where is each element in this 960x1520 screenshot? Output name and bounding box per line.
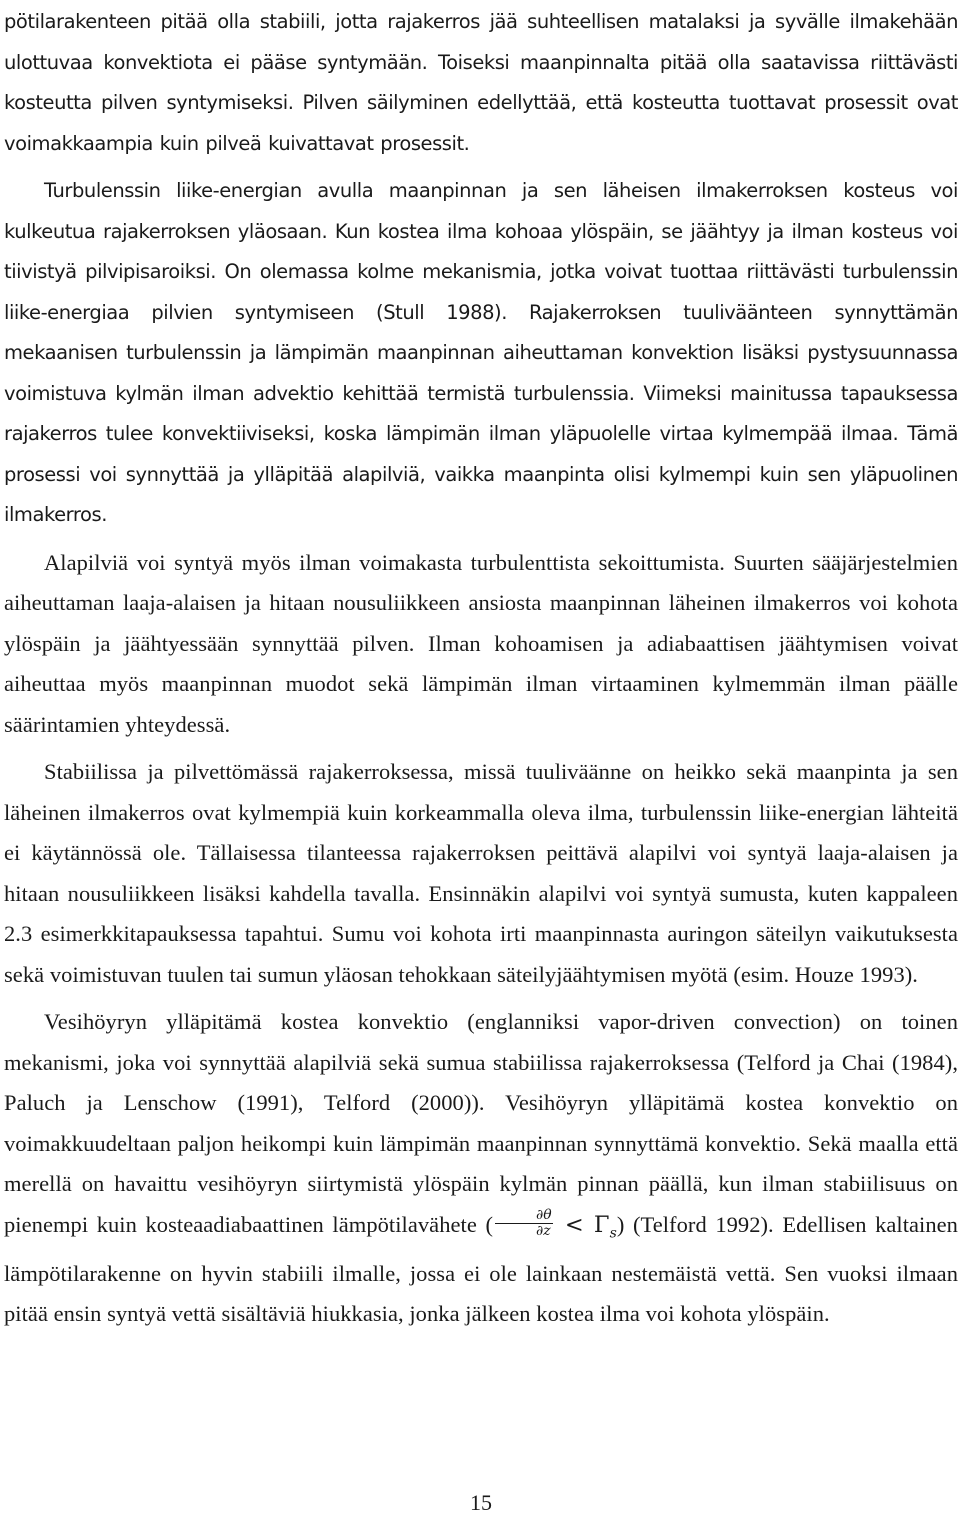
lapse-rate-inequality bbox=[493, 1207, 617, 1241]
fraction-numerator: ∂θ bbox=[495, 1208, 553, 1224]
gamma-subscript: s bbox=[609, 1225, 617, 1241]
document-page bbox=[4, 0, 958, 1520]
potential-temperature-gradient-fraction bbox=[495, 1208, 553, 1239]
paragraph-5 bbox=[4, 1002, 958, 1335]
paragraph-2: Turbulenssin liike-energian avulla maanpinnan ja sen läheisen ilmakerroksen kosteus voi kulkeutua rajakerroksen yläosaan. Kun kostea ilma kohoaa ylöspäin, se jäähtyy ja ilman kosteus voi tiivistyä pilvipisaroiksi. On olemassa kolme mekanismia, jotka voivat tuottaa riittävästi turbulenssin liike-energiaa pilvien syntymiseen (Stull 1988). Rajakerroksen tuuliväänteen synnyttämän mekaanisen turbulenssin ja lämpimän maanpinnan aiheuttaman konvektion lisäksi pystysuunnassa voimistuva kylmän ilman advektio kehittää termistä turbulenssia. Viimeksi mainitussa tapauksessa rajakerros tulee konvektiiviseksi, koska lämpimän ilman yläpuolelle virtaa kylmempää ilmaa. Tämä prosessi voi synnyttää ja ylläpitää alapilviä, vaikka maanpinta olisi kylmempi kuin sen yläpuolinen ilmakerros. bbox=[4, 179, 958, 526]
paragraph-5-text-before-formula: Vesihöyryn ylläpitämä kostea konvektio (englanniksi vapor-driven convection) on toinen mekanismi, joka voi synnyttää alapilviä sekä sumua stabiilissa rajakerroksessa (Telford ja Chai (1984), Paluch ja Lenschow (1991), Telford (2000)). Vesihöyryn ylläpitämä kostea konvektio on voimakkuudeltaan paljon heikompi kuin lämpimän maanpinnan synnyttämä konvektio. Sekä maalla että merellä on havaittu vesihöyryn siirtymistä ylöspäin kylmän pinnan päällä, kun ilman stabiilisuus on pienempi kuin kosteaadiabaattinen lämpötilavähete ( bbox=[4, 1009, 958, 1237]
gamma-symbol: Γ bbox=[593, 1211, 610, 1238]
page-number: 15 bbox=[470, 1490, 492, 1515]
less-than-operator: < bbox=[554, 1211, 594, 1238]
paragraph-1: pötilarakenteen pitää olla stabiili, jotta rajakerros jää suhteellisen matalaksi ja syvälle ilmakehään ulottuvaa konvektiota ei pääse syntymään. Toiseksi maanpinnalta pitää olla saatavissa riittävästi kosteutta pilven syntymiseksi. Pilven säilyminen edellyttää, että kosteutta tuottavat prosessit ovat voimakkaampia kuin pilveä kuivattavat prosessit. bbox=[4, 10, 958, 155]
paragraph-4: Stabiilissa ja pilvettömässä rajakerroksessa, missä tuuliväänne on heikko sekä maanpinta ja sen läheinen ilmakerros ovat kylmempiä kuin korkeammalla oleva ilma, turbulenssin liike-energian lähteitä ei käytännössä ole. Tällaisessa tilanteessa rajakerroksen peittävä alapilvi voi syntyä laaja-alaisen ja hitaan nousuliikkeen lisäksi kahdella tavalla. Ensinnäkin alapilvi voi syntyä sumusta, kuten kappaleen 2.3 esimerkkitapauksessa tapahtui. Sumu voi kohota irti maanpinnasta auringon säteilyn vaikutuksesta sekä voimistuvan tuulen tai sumun yläosan tehokkaan säteilyjäähtymisen myötä (esim. Houze 1993). bbox=[4, 759, 958, 987]
paragraph-5-text-after-formula: ) (Telford 1992). Edellisen kaltainen lämpötilarakenne on hyvin stabiili ilmalle, jossa ei ole lainkaan nestemäistä vettä. Sen vuoksi ilmaan pitää ensin syntyä vettä sisältäviä hiukkasia, jonka jälkeen kostea ilma voi kohota ylöspäin. bbox=[4, 1211, 958, 1326]
paragraph-3: Alapilviä voi syntyä myös ilman voimakasta turbulenttista sekoittumista. Suurten sääjärjestelmien aiheuttaman laaja-alaisen ja hitaan nousuliikkeen ansiosta maanpinnan läheinen ilmakerros voi kohota ylöspäin ja jäähtyessään synnyttää pilven. Ilman kohoamisen ja adiabaattisen jäähtymisen voivat aiheuttaa myös maanpinnan muodot sekä lämpimän ilman virtaaminen kylmemmän ilman päälle säärintamien yhteydessä. bbox=[4, 549, 958, 737]
body-text bbox=[4, 0, 958, 1335]
fraction-denominator: ∂z bbox=[536, 1223, 551, 1239]
